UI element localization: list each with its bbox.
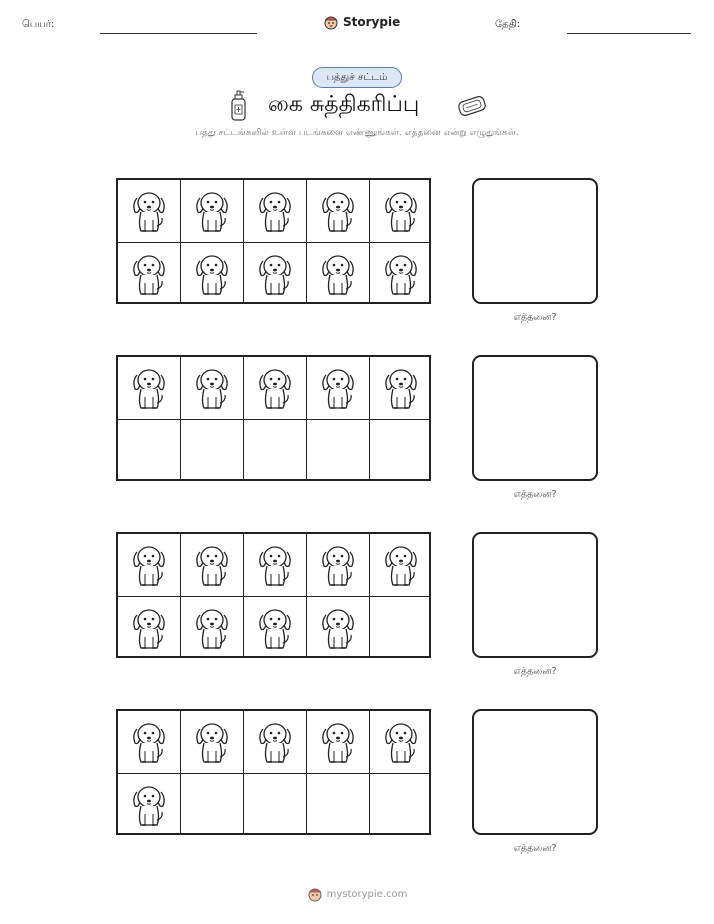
answer-box[interactable] bbox=[472, 178, 598, 304]
ten-frame-cell bbox=[181, 180, 244, 243]
ten-frame-cell bbox=[370, 357, 433, 420]
instructions: பத்து சட்டங்களில் உள்ள படங்களை எண்ணுங்கள். எத்தனை என்று எழுதுங்கள். bbox=[195, 128, 519, 138]
storypie-mascot-icon bbox=[323, 14, 339, 30]
puppy-icon bbox=[194, 544, 230, 588]
puppy-icon bbox=[257, 607, 293, 651]
puppy-icon bbox=[320, 721, 356, 765]
puppy-icon bbox=[257, 190, 293, 234]
answer-box[interactable] bbox=[472, 355, 598, 481]
puppy-icon bbox=[194, 607, 230, 651]
hand-sanitizer-icon bbox=[229, 90, 249, 122]
ten-frame-cell bbox=[118, 420, 181, 483]
title-row bbox=[0, 90, 714, 124]
puppy-icon bbox=[194, 253, 230, 297]
ten-frame bbox=[116, 355, 431, 481]
ten-frame-cell bbox=[370, 774, 433, 837]
ten-frame-cell bbox=[307, 243, 370, 306]
name-label: பெயர்: bbox=[22, 19, 55, 30]
puppy-icon bbox=[383, 190, 419, 234]
puppy-icon bbox=[194, 367, 230, 411]
puppy-icon bbox=[320, 544, 356, 588]
puppy-icon bbox=[194, 190, 230, 234]
date-label: தேதி: bbox=[495, 19, 521, 30]
worksheet-type-badge bbox=[312, 67, 402, 88]
page-title: கை சுத்திகரிப்பு bbox=[268, 92, 420, 117]
ten-frame bbox=[116, 178, 431, 304]
puppy-icon bbox=[131, 190, 167, 234]
ten-frame-cell bbox=[370, 420, 433, 483]
ten-frame-cell bbox=[370, 597, 433, 660]
answer-label: எத்தனை? bbox=[513, 666, 557, 677]
ten-frame-cell bbox=[244, 357, 307, 420]
ten-frame-cell bbox=[370, 180, 433, 243]
ten-frame-cell bbox=[370, 243, 433, 306]
puppy-icon bbox=[383, 367, 419, 411]
puppy-icon bbox=[383, 721, 419, 765]
puppy-icon bbox=[194, 721, 230, 765]
ten-frame-cell bbox=[307, 711, 370, 774]
ten-frame-cell bbox=[307, 180, 370, 243]
puppy-icon bbox=[131, 784, 167, 828]
ten-frame-cell bbox=[118, 774, 181, 837]
ten-frame-cell bbox=[181, 534, 244, 597]
ten-frame-cell bbox=[244, 180, 307, 243]
ten-frame-cell bbox=[244, 597, 307, 660]
footer-site: mystorypie.com bbox=[326, 888, 408, 900]
puppy-icon bbox=[320, 190, 356, 234]
puppy-icon bbox=[131, 721, 167, 765]
ten-frame-cell bbox=[244, 243, 307, 306]
badge-label: பத்துச் சட்டம் bbox=[326, 71, 388, 83]
ten-frame-cell bbox=[244, 774, 307, 837]
ten-frame-cell bbox=[307, 420, 370, 483]
ten-frame bbox=[116, 709, 431, 835]
ten-frame-cell bbox=[370, 711, 433, 774]
puppy-icon bbox=[131, 367, 167, 411]
ten-frame-cell bbox=[118, 711, 181, 774]
puppy-icon bbox=[383, 544, 419, 588]
ten-frame-cell bbox=[118, 597, 181, 660]
ten-frame-cell bbox=[370, 534, 433, 597]
answer-label: எத்தனை? bbox=[513, 843, 557, 854]
answer-box[interactable] bbox=[472, 709, 598, 835]
ten-frame-cell bbox=[118, 357, 181, 420]
brand-name: Storypie bbox=[343, 15, 401, 29]
ten-frame-cell bbox=[181, 357, 244, 420]
ten-frame-cell bbox=[181, 774, 244, 837]
puppy-icon bbox=[257, 253, 293, 297]
puppy-icon bbox=[383, 253, 419, 297]
ten-frame bbox=[116, 532, 431, 658]
ten-frame-cell bbox=[307, 774, 370, 837]
answer-label: எத்தனை? bbox=[513, 489, 557, 500]
ten-frame-cell bbox=[181, 597, 244, 660]
answer-box[interactable] bbox=[472, 532, 598, 658]
footer bbox=[0, 886, 714, 902]
ten-frame-cell bbox=[307, 534, 370, 597]
ten-frame-cell bbox=[244, 534, 307, 597]
storypie-mascot-icon bbox=[307, 886, 323, 902]
date-write-line[interactable] bbox=[567, 33, 691, 34]
answer-label: எத்தனை? bbox=[513, 312, 557, 323]
ten-frame-cell bbox=[118, 534, 181, 597]
puppy-icon bbox=[131, 607, 167, 651]
brand-logo bbox=[323, 14, 400, 30]
puppy-icon bbox=[320, 253, 356, 297]
puppy-icon bbox=[131, 253, 167, 297]
soap-bar-icon bbox=[456, 94, 488, 118]
puppy-icon bbox=[320, 607, 356, 651]
puppy-icon bbox=[131, 544, 167, 588]
name-write-line[interactable] bbox=[100, 33, 257, 34]
puppy-icon bbox=[320, 367, 356, 411]
puppy-icon bbox=[257, 544, 293, 588]
ten-frame-cell bbox=[244, 711, 307, 774]
ten-frame-cell bbox=[118, 243, 181, 306]
puppy-icon bbox=[257, 367, 293, 411]
ten-frame-cell bbox=[118, 180, 181, 243]
ten-frame-cell bbox=[307, 597, 370, 660]
ten-frame-cell bbox=[181, 243, 244, 306]
ten-frame-cell bbox=[244, 420, 307, 483]
ten-frame-cell bbox=[181, 420, 244, 483]
puppy-icon bbox=[257, 721, 293, 765]
ten-frame-cell bbox=[307, 357, 370, 420]
ten-frame-cell bbox=[181, 711, 244, 774]
